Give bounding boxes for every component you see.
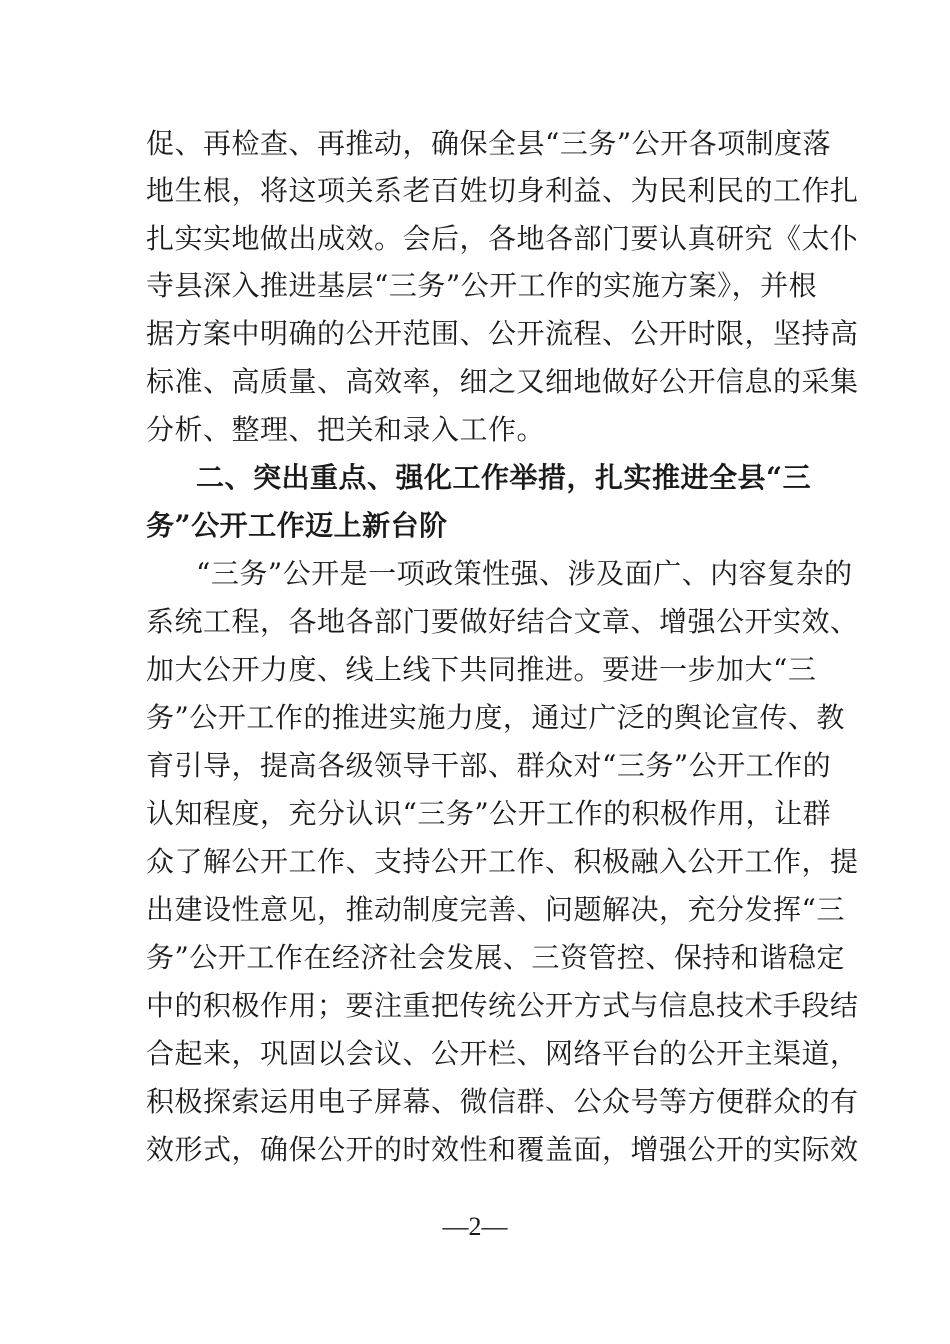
- body-line: 积极探索运用电子屏幕、微信群、公众号等方便群众的有: [146, 1085, 859, 1118]
- section-heading-line: 二、突出重点、强化工作举措，扎实推进全县“三: [196, 461, 812, 494]
- body-line: 据方案中明确的公开范围、公开流程、公开时限，坚持高: [146, 317, 859, 350]
- section-heading-line: 务”公开工作迈上新台阶: [146, 509, 448, 542]
- body-line: 系统工程，各地各部门要做好结合文章、增强公开实效、: [146, 605, 859, 638]
- body-line: 务”公开工作在经济社会发展、三资管控、保持和谐稳定: [146, 941, 845, 974]
- page-number: —2—: [442, 1212, 508, 1241]
- body-line: 众了解公开工作、支持公开工作、积极融入公开工作，提: [146, 845, 859, 878]
- body-line: 地生根，将这项关系老百姓切身利益、为民利民的工作扎: [146, 174, 859, 207]
- body-line: 加大公开力度、线上线下共同推进。要进一步加大“三: [146, 653, 817, 686]
- body-line: 扎实实地做出成效。会后，各地各部门要认真研究《太仆: [146, 222, 859, 255]
- body-line: 分析、整理、把关和录入工作。: [146, 413, 546, 446]
- body-line: 中的积极作用；要注重把传统公开方式与信息技术手段结: [146, 989, 859, 1022]
- body-line: 标准、高质量、高效率，细之又细地做好公开信息的采集: [146, 365, 859, 398]
- body-line: 促、再检查、再推动，确保全县“三务”公开各项制度落: [146, 127, 832, 160]
- body-line: 出建设性意见，推动制度完善、问题解决，充分发挥“三: [146, 893, 845, 926]
- paragraph-first-line: “三务”公开是一项政策性强、涉及面广、内容复杂的: [196, 557, 853, 590]
- body-line: 效形式，确保公开的时效性和覆盖面，增强公开的实际效: [146, 1133, 859, 1166]
- body-line: 育引导，提高各级领导干部、群众对“三务”公开工作的: [146, 749, 832, 782]
- body-line: 寺县深入推进基层“三务”公开工作的实施方案》，并根: [146, 269, 818, 302]
- body-line: 务”公开工作的推进实施力度，通过广泛的舆论宣传、教: [146, 701, 845, 734]
- body-line: 合起来，巩固以会议、公开栏、网络平台的公开主渠道，: [146, 1037, 859, 1070]
- body-line: 认知程度，充分认识“三务”公开工作的积极作用，让群: [146, 797, 832, 830]
